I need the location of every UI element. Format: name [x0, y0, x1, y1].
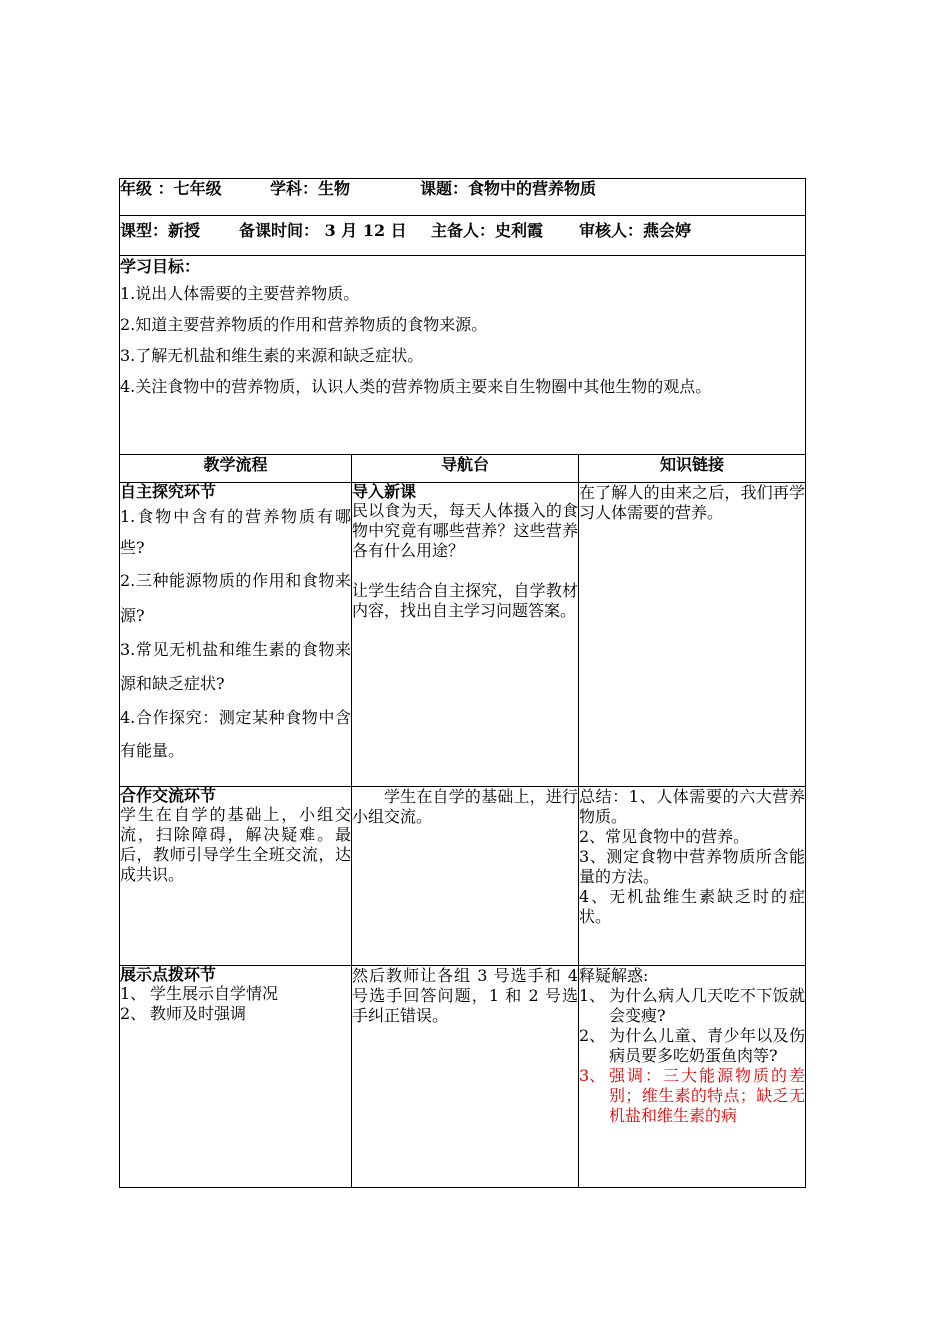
highlight-list-item — [579, 1066, 805, 1126]
list-number: 2、 — [120, 1004, 147, 1023]
flow-item-2: 2.三种能源物质的作用和食物来源? — [120, 571, 351, 625]
flow-list — [120, 984, 351, 1024]
topic-label: 课题：食物中的营养物质 — [420, 179, 597, 198]
list-number: 3、 — [579, 1066, 606, 1085]
lesson-plan-table — [119, 178, 806, 1188]
prep-time-label: 备课时间： 3 月 12 日 — [239, 221, 407, 240]
goals-cell — [120, 256, 806, 455]
goals-row — [120, 256, 806, 455]
nav-cell-cooperation — [352, 787, 579, 966]
summary-line-1: 总结：1、人体需要的六大营养物质。 — [579, 787, 806, 826]
goal-item-1: 1.说出人体需要的主要营养物质。 — [120, 284, 360, 303]
column-header-nav: 导航台 — [352, 455, 579, 483]
reviewer-label: 审核人：燕会婷 — [579, 221, 692, 240]
list-text: 为什么儿童、青少年以及伤病员要多吃奶蛋鱼肉等? — [609, 1026, 806, 1065]
table-row — [120, 483, 806, 787]
summary-line-4: 4、无机盐维生素缺乏时的症状。 — [579, 887, 806, 926]
link-text: 在了解人的由来之后，我们再学习人体需要的营养。 — [579, 483, 806, 522]
header-cell-2 — [120, 216, 806, 256]
nav-cell-presentation — [352, 966, 579, 1188]
questions-list — [579, 986, 805, 1126]
flow-cell-presentation — [120, 966, 352, 1188]
list-text: 强调：三大能源物质的差别；维生素的特点；缺乏无机盐和维生素的病 — [609, 1066, 806, 1125]
goals-title: 学习目标： — [120, 257, 201, 276]
flow-item-3: 3.常见无机盐和维生素的食物来源和缺乏症状? — [120, 640, 351, 693]
grade-label: 年级 ：七年级 — [120, 179, 222, 198]
preparer-label: 主备人：史利霞 — [431, 221, 544, 240]
header-row-1 — [120, 179, 806, 216]
nav-paragraph-2: 让学生结合自主探究，自学教材内容，找出自主学习问题答案。 — [352, 581, 578, 620]
nav-paragraph-1: 民以食为天，每天人体摄入的食物中究竟有哪些营养？这些营养各有什么用途？ — [352, 501, 578, 560]
list-text: 教师及时强调 — [150, 1004, 247, 1023]
lesson-type-label: 课型：新授 — [120, 221, 201, 240]
column-header-link: 知识链接 — [579, 455, 806, 483]
nav-text: 学生在自学的基础上，进行小组交流。 — [352, 787, 578, 826]
paragraph-gap — [352, 561, 578, 581]
goal-item-2: 2.知道主要营养物质的作用和营养物质的食物来源。 — [120, 315, 488, 334]
link-cell-summary — [579, 787, 806, 966]
subject-label: 学科：生物 — [270, 179, 351, 198]
header-row-2 — [120, 216, 806, 256]
goal-item-3: 3.了解无机盐和维生素的来源和缺乏症状。 — [120, 346, 424, 365]
link-title: 释疑解惑: — [579, 966, 649, 985]
flow-cell-self-study — [120, 483, 352, 787]
list-item — [120, 984, 351, 1004]
column-header-row — [120, 455, 806, 483]
nav-text: 然后教师让各组 3 号选手和 4 号选手回答问题，1 和 2 号选手纠正错误。 — [352, 966, 578, 1025]
summary-line-3: 3、测定食物中营养物质所含能量的方法。 — [579, 847, 806, 886]
list-item — [579, 986, 805, 1026]
table-row — [120, 787, 806, 966]
flow-cell-cooperation — [120, 787, 352, 966]
header-cell-1 — [120, 179, 806, 216]
flow-text: 学生在自学的基础上，小组交流，扫除障碍，解决疑难。最后，教师引导学生全班交流，达成共识。 — [120, 805, 351, 884]
list-text: 学生展示自学情况 — [150, 984, 279, 1003]
table-row — [120, 966, 806, 1188]
flow-title: 自主探究环节 — [120, 482, 217, 501]
list-text: 为什么病人几天吃不下饭就会变瘦? — [609, 986, 806, 1025]
link-cell-questions — [579, 966, 806, 1188]
list-number: 1、 — [120, 984, 147, 1003]
nav-cell-intro — [352, 483, 579, 787]
link-cell-intro — [579, 483, 806, 787]
column-header-flow: 教学流程 — [120, 455, 352, 483]
nav-title: 导入新课 — [352, 482, 417, 501]
flow-title: 合作交流环节 — [120, 786, 217, 805]
list-item — [579, 1026, 805, 1066]
flow-title: 展示点拨环节 — [120, 965, 217, 984]
list-number: 1、 — [579, 986, 606, 1005]
goal-item-4: 4.关注食物中的营养物质，认识人类的营养物质主要来自生物圈中其他生物的观点。 — [120, 377, 712, 396]
flow-item-4: 4.合作探究：测定某种食物中含有能量。 — [120, 708, 351, 760]
list-number: 2、 — [579, 1026, 606, 1045]
list-item — [120, 1004, 351, 1024]
flow-item-1: 1.食物中含有的营养物质有哪些? — [120, 507, 351, 557]
summary-line-2: 2、常见食物中的营养。 — [579, 827, 750, 846]
